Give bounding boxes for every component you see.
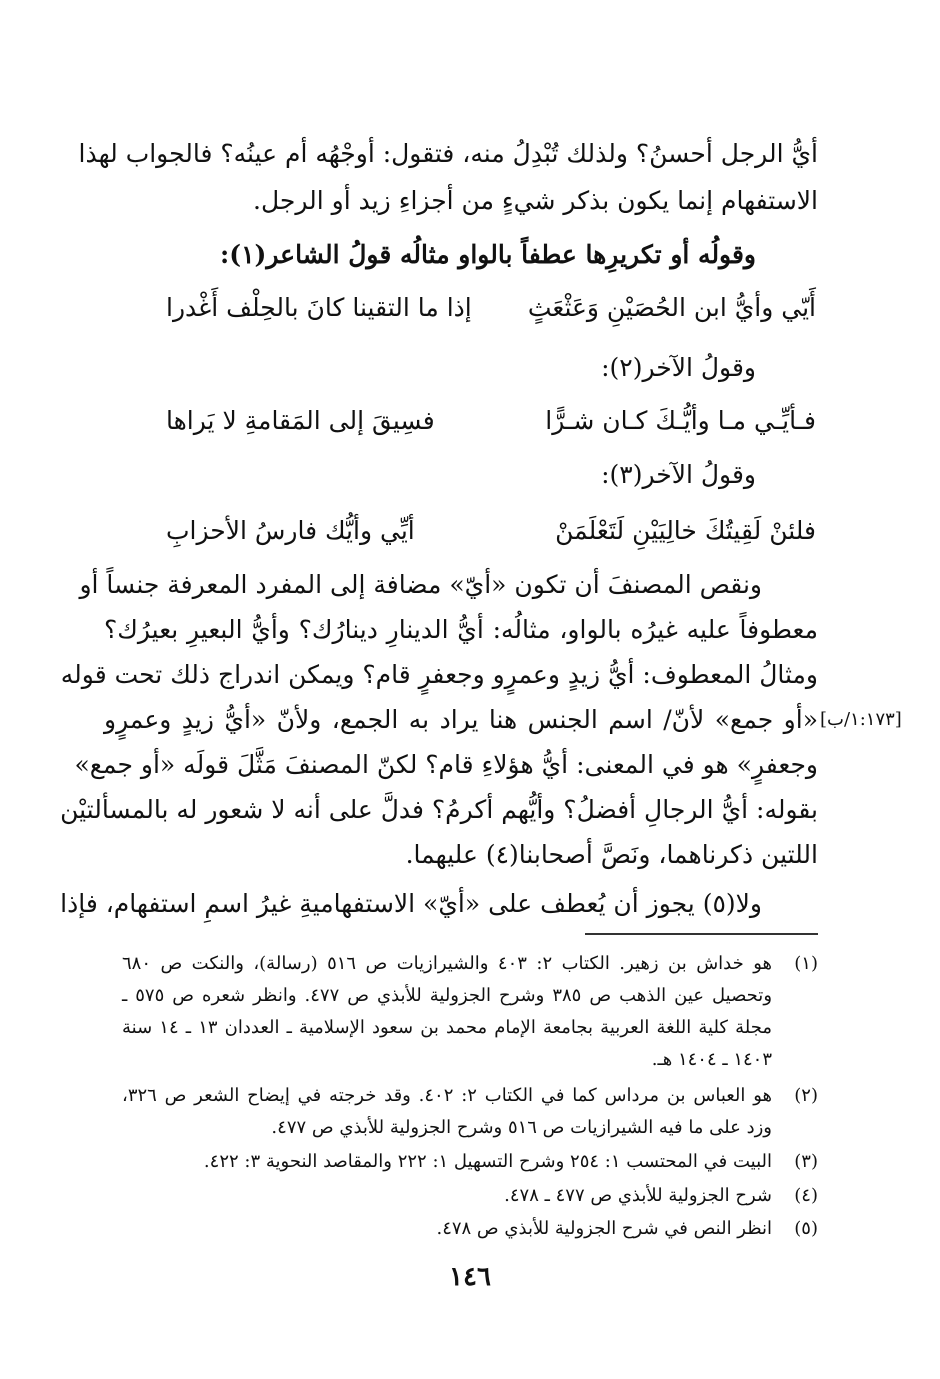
body-line-6: «أو جمع» لأنّ/ اسم الجنس هنا يراد به الجمع، ولأنّ «أيُّ زيدٍ وعمرٍو <box>104 705 818 734</box>
verse-1-second-hemistich: إذا ما التقينا كانَ بالحِلْف أَغْدرا <box>166 293 472 322</box>
body-line-2: الاستفهام إنما يكون بذكر شيءٍ من أجزاءِ زيد أو الرجل. <box>253 186 818 215</box>
body-line-1: أيُّ الرجل أحسنُ؟ ولذلك تُبْدِلُ منه، فتقول: أوجْهُه أم عينُه؟ فالجواب لهذا <box>78 139 818 168</box>
footnote-line: مجلة كلية اللغة العربية بجامعة الإمام محمد بن سعود الإسلامية ـ العددان ١٣ ـ ١٤ سنة <box>122 1017 773 1038</box>
footnote-number: (٢) <box>794 1085 818 1106</box>
verse-2-second-hemistich: فسِيقَ إلى المَقامةِ لا يَراها <box>166 406 435 435</box>
verse-3-second-hemistich: أيِّي وأيُّك فارسُ الأحزابِ <box>166 516 415 545</box>
footnote-line: هو العباس بن مرداس كما في الكتاب ٢: ٤٠٢. وقد خرجته في إيضاح الشعر ص ٣٢٦، <box>122 1085 773 1106</box>
body-line-5: ومثالُ المعطوف: أيُّ زيدٍ وعمرٍو وجعفرٍ قام؟ ويمكن اندراج ذلك تحت قوله <box>60 660 818 689</box>
body-line-8: بقوله: أيُّ الرجالِ أفضلُ؟ وأيُّهم أكرمُ؟ فدلَّ على أنه لا شعور له بالمسألتيْن <box>60 795 818 824</box>
footnote-line: هو خداش بن زهير. الكتاب ٢: ٤٠٣ والشيرازيات ص ٥١٦ (رسالة)، والنكت ص ٦٨٠ <box>122 953 772 974</box>
footnote-line: ١٤٠٣ ـ ١٤٠٤ هـ. <box>651 1049 772 1070</box>
footnote-divider <box>585 933 818 935</box>
page-number: ١٤٦ <box>449 1262 491 1292</box>
footnote-number: (٣) <box>794 1151 818 1172</box>
verse-1-first-hemistich: أَيّي وأيُّ ابن الحُصَيْنِ وَعَثْعَثٍ <box>527 293 816 322</box>
body-line-7: وجعفرٍ» هو في المعنى: أيُّ هؤلاءِ قام؟ لكنّ المصنفَ مَثَّلَ قولَه «أو جمع» <box>74 750 818 779</box>
body-line-9: اللتين ذكرناهما، ونَصَّ أصحابنا(٤) عليهما. <box>405 840 818 869</box>
footnote-line: وزد على ما فيه الشيرازيات ص ٥١٦ وشرح الجزولية للأبذي ص ٤٧٧. <box>271 1117 772 1138</box>
footnote-line: البيت في المحتسب ١: ٢٥٤ وشرح التسهيل ١: ٢٢٢ والمقاصد النحوية ٣: ٤٢٢. <box>203 1151 772 1172</box>
body-line-4: معطوفاً عليه غيرُه بالواو، مثالُه: أيُّ الدينارِ دينارُك؟ وأيُّ البعيرِ بعيرُك؟ <box>104 615 818 644</box>
footnote-number: (٤) <box>794 1185 818 1206</box>
footnote-number: (١) <box>794 953 818 974</box>
footnote-line: وتحصيل عين الذهب ص ٣٨٥ وشرح الجزولية للأبذي ص ٤٧٧. وانظر شعره ص ٥٧٥ ـ <box>122 985 773 1006</box>
body-line-intro-2: وقولُ الآخر(٢): <box>601 353 756 382</box>
footnote-number: (٥) <box>794 1218 818 1239</box>
body-line-intro-3: وقولُ الآخر(٣): <box>601 460 756 489</box>
verse-3-first-hemistich: فلئنْ لَقِيتُكَ خالِيَيْنِ لَتَعْلَمَنْ <box>555 516 816 545</box>
footnote-line: انظر النص في شرح الجزولية للأبذي ص ٤٧٨. <box>436 1218 772 1239</box>
body-line-3: وقولُه أو تكريرِها عطفاً بالواو مثالُه قولُ الشاعر(١): <box>220 240 756 269</box>
verse-2-first-hemistich: فـأيِّـي مـا وأيُّـكَ كـان شـرًّا <box>545 406 816 435</box>
footnote-line: شرح الجزولية للأبذي ص ٤٧٧ ـ ٤٧٨. <box>504 1185 772 1206</box>
body-line-paragraph-start: ونقص المصنفَ أن تكون «أيّ» مضافة إلى المفرد المعرفة جنساً أو <box>79 570 762 599</box>
body-line-10: ولا(٥) يجوز أن يُعطف على «أيّ» الاستفهاميةِ غيرُ اسمِ استفهام، فإذا <box>60 889 762 918</box>
margin-note: [١:١٧٣/ب] <box>820 709 902 730</box>
